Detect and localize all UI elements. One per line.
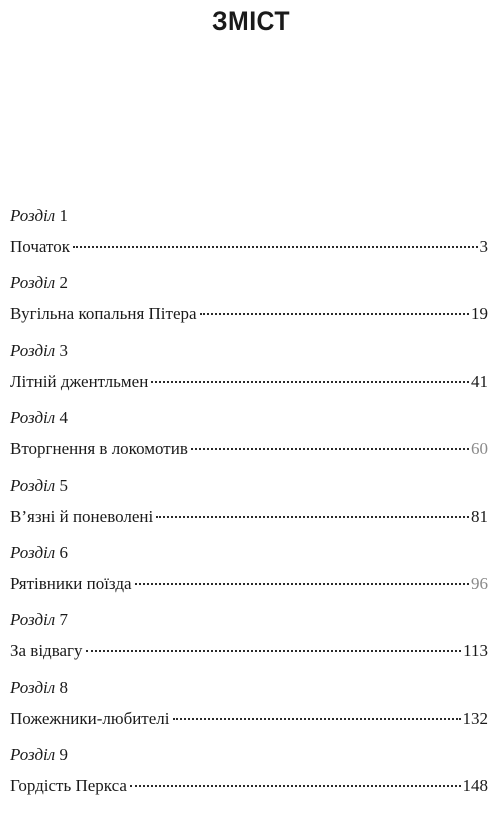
page-number: 148: [462, 776, 488, 796]
section-label: [10, 273, 488, 296]
section-word: Розділ: [10, 475, 56, 495]
section-label: [10, 206, 488, 229]
section-number: 3: [59, 340, 68, 360]
section-word: Розділ: [10, 273, 56, 293]
chapter-line[interactable]: [10, 774, 488, 798]
dot-leader: [135, 583, 469, 585]
toc-entry: [10, 408, 488, 474]
toc-entry: [10, 476, 488, 542]
chapter-title: Літній джентльмен: [10, 371, 149, 391]
dot-leader: [191, 448, 469, 450]
page-title: ЗМІСТ: [212, 6, 290, 36]
section-word: Розділ: [10, 206, 56, 225]
section-word: Розділ: [10, 340, 56, 360]
section-number: 1: [59, 206, 68, 225]
section-number: 7: [59, 610, 68, 630]
dot-leader: [73, 246, 478, 248]
chapter-line[interactable]: [10, 505, 488, 529]
toc-entry: [10, 543, 488, 609]
toc-entry: [10, 745, 488, 811]
section-word: Розділ: [10, 745, 56, 765]
chapter-line[interactable]: [10, 572, 488, 596]
chapter-line[interactable]: [10, 639, 488, 663]
page-number: 81: [471, 506, 488, 526]
toc-entry: [10, 206, 488, 272]
toc-entry: [10, 678, 488, 744]
dot-leader: [130, 785, 461, 787]
section-number: 6: [59, 542, 68, 562]
toc-entry: [10, 341, 488, 407]
chapter-title: Гордість Перкса: [10, 776, 127, 796]
section-word: Розділ: [10, 610, 56, 630]
chapter-line[interactable]: [10, 302, 488, 326]
section-label: [10, 678, 488, 701]
page-number: 19: [471, 304, 488, 324]
section-label: [10, 341, 488, 364]
dot-leader: [200, 313, 469, 315]
chapter-title: Вторгнення в локомотив: [10, 439, 188, 459]
section-number: 9: [59, 745, 68, 765]
chapter-line[interactable]: [10, 707, 488, 731]
section-number: 2: [59, 273, 68, 293]
chapter-title: За відвагу: [10, 641, 83, 661]
chapter-title: Рятівники поїзда: [10, 573, 132, 593]
section-word: Розділ: [10, 677, 56, 697]
dot-leader: [151, 381, 469, 383]
page-number: 60: [471, 439, 488, 459]
page-number: 3: [479, 237, 488, 256]
toc-entry: [10, 273, 488, 339]
section-word: Розділ: [10, 408, 56, 428]
chapter-title: Вугільна копальня Пітера: [10, 304, 197, 324]
section-label: [10, 476, 488, 499]
dot-leader: [156, 516, 469, 518]
dot-leader: [173, 718, 461, 720]
section-number: 4: [59, 408, 68, 428]
section-number: 5: [59, 475, 68, 495]
section-label: [10, 610, 488, 633]
table-of-contents: [10, 206, 488, 813]
page-number: 113: [463, 641, 488, 661]
chapter-title: Пожежники-любителі: [10, 708, 170, 728]
section-word: Розділ: [10, 542, 56, 562]
section-label: [10, 543, 488, 566]
chapter-title: Початок: [10, 237, 70, 256]
chapter-line[interactable]: [10, 370, 488, 394]
page-number: 41: [471, 371, 488, 391]
chapter-line[interactable]: [10, 235, 488, 259]
toc-entry: [10, 610, 488, 676]
section-label: [10, 408, 488, 431]
chapter-line[interactable]: [10, 437, 488, 461]
page-number: 132: [462, 708, 488, 728]
page-number: 96: [471, 573, 488, 593]
section-label: [10, 745, 488, 768]
dot-leader: [86, 650, 462, 652]
chapter-title: В’язні й поневолені: [10, 506, 154, 526]
section-number: 8: [59, 677, 68, 697]
